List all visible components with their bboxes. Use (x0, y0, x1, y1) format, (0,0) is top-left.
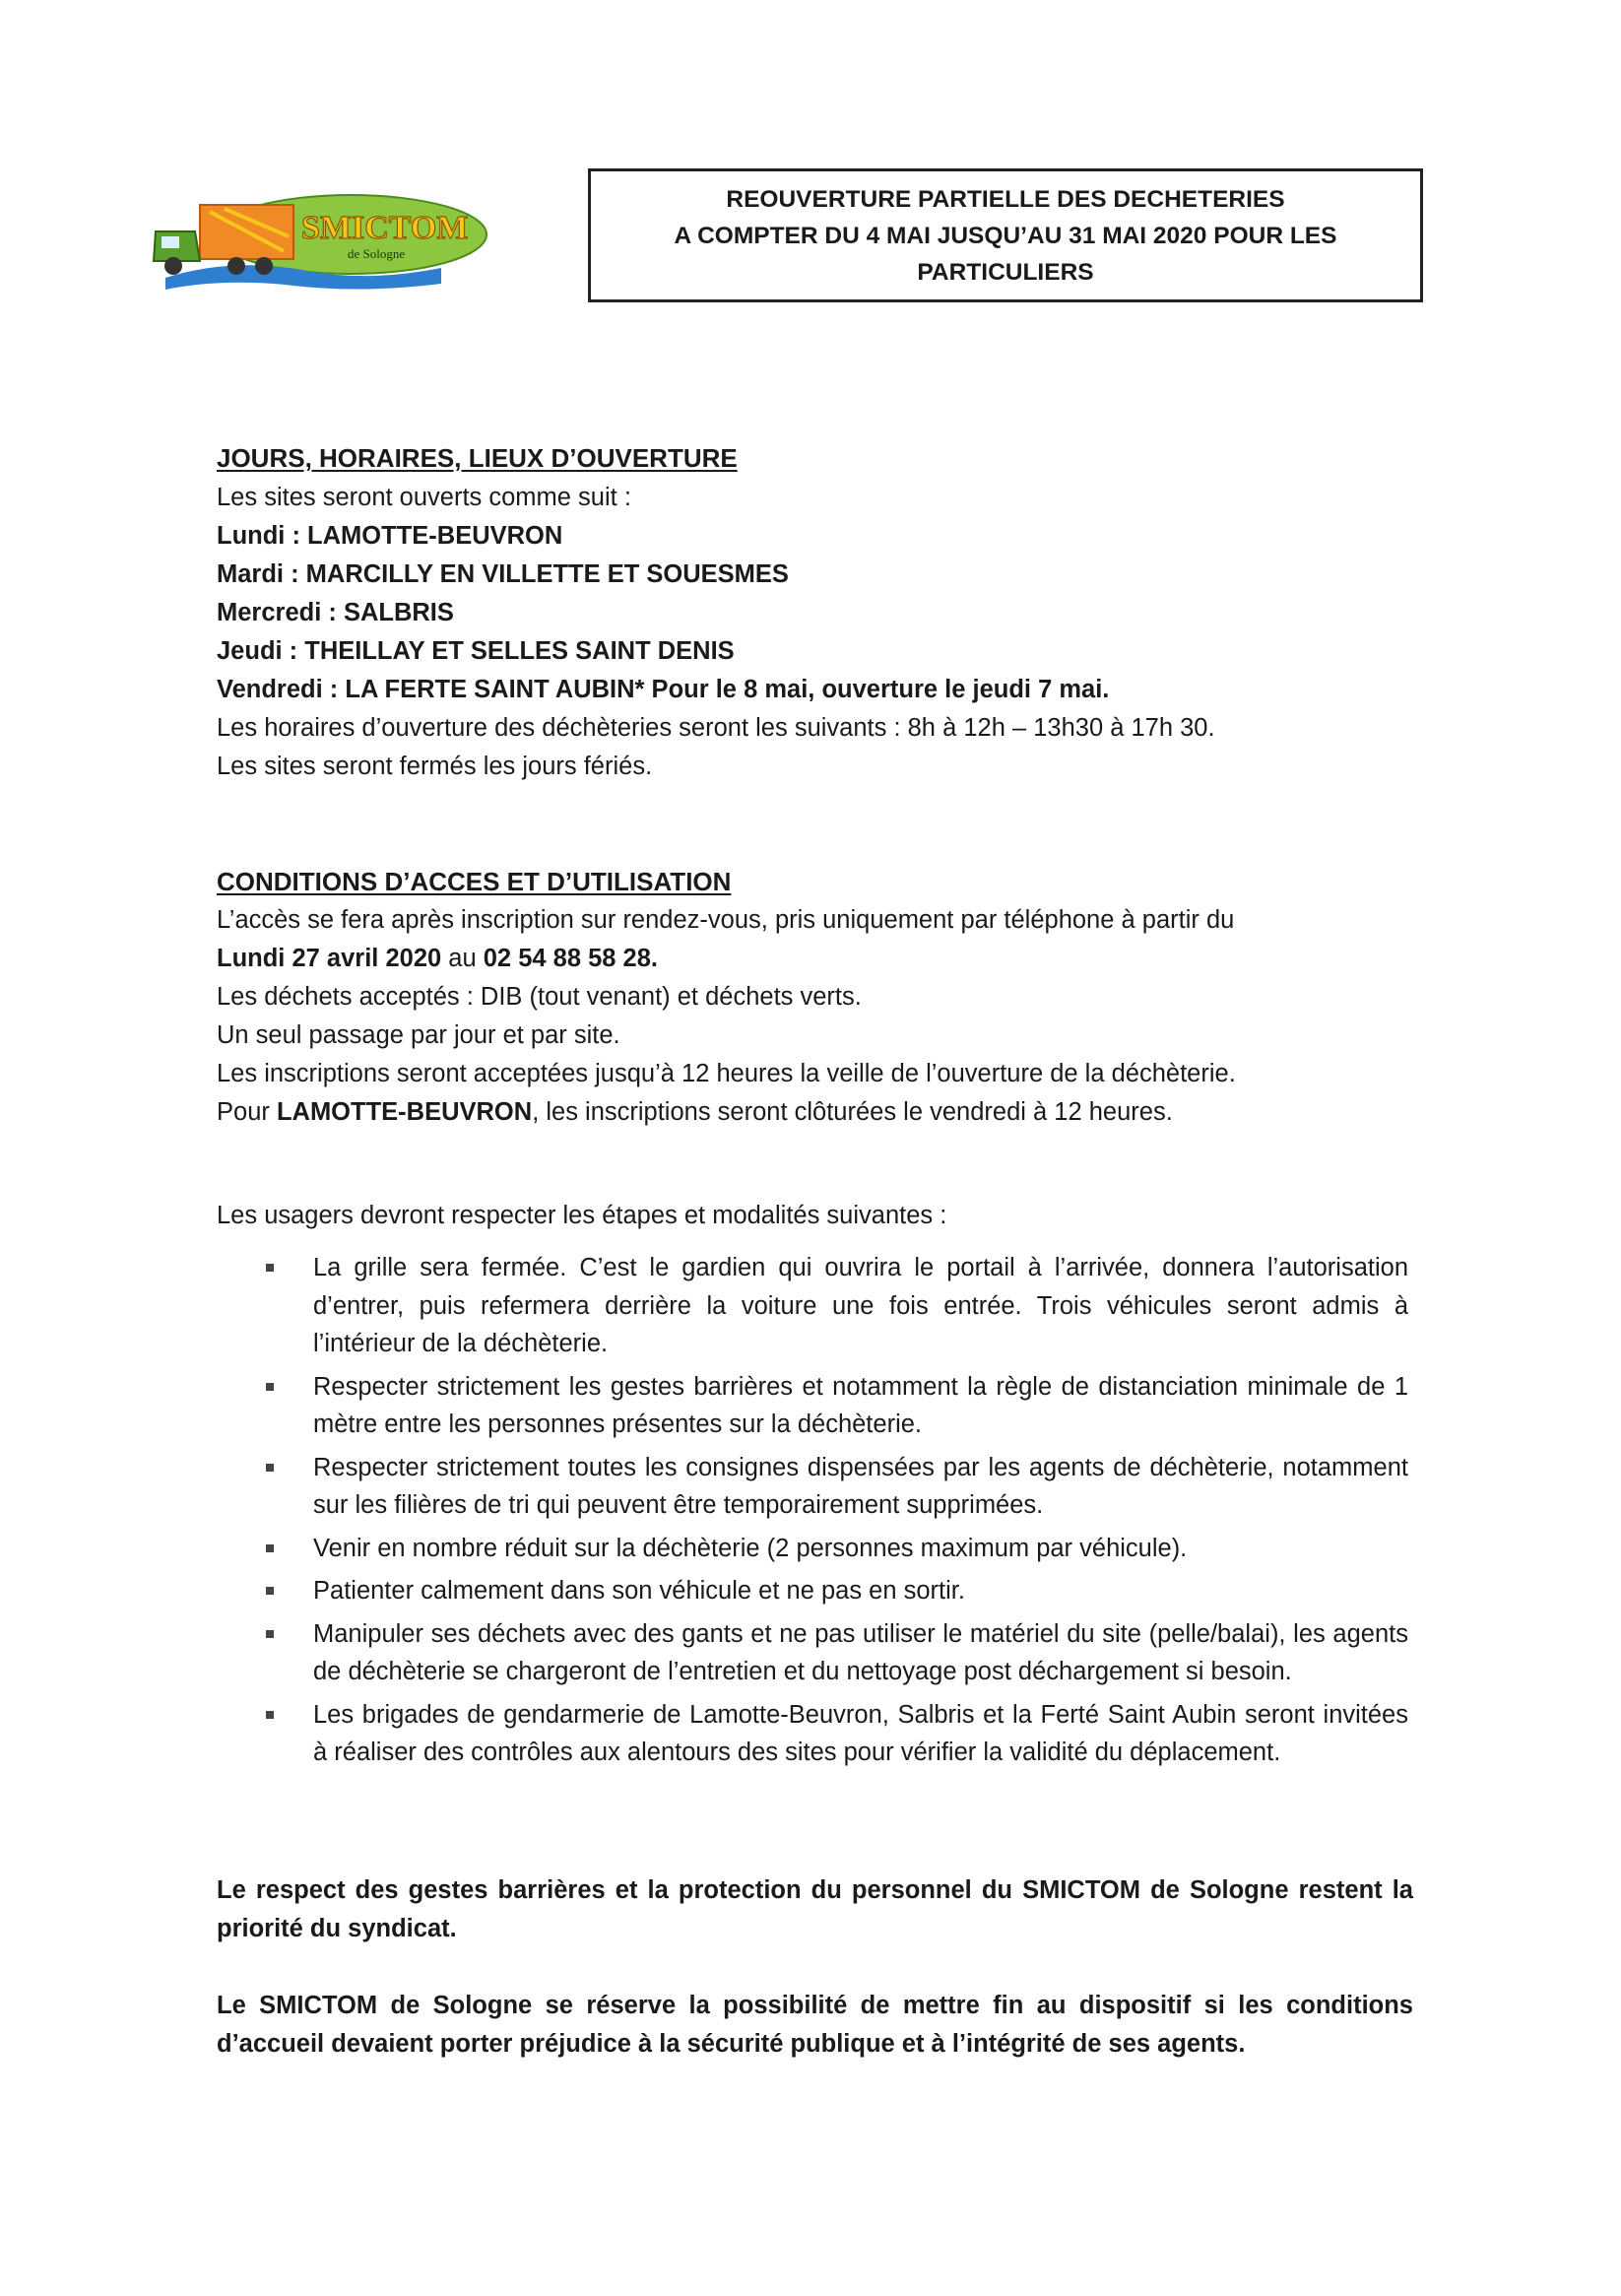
bullet-square-icon (266, 1383, 274, 1391)
smictom-logo (146, 187, 490, 295)
section-heading-opening: JOURS, HORAIRES, LIEUX D’OUVERTURE (217, 443, 738, 473)
booking-date: Lundi 27 avril 2020 (217, 945, 442, 972)
day-wednesday: Mercredi : SALBRIS (217, 599, 454, 626)
logo-subtitle: de Sologne (348, 246, 406, 261)
rule-text: Respecter strictement les gestes barrières et notamment la règle de distanciation minimale de 1 mètre entre les personnes présentes sur la déchèterie. (313, 1372, 1408, 1438)
rule-item (266, 1368, 1408, 1444)
rule-text: La grille sera fermée. C’est le gardien qui ouvrira le portail à l’arrivée, donnera l’autorisation d’entrer, puis refermera derrière la voiture une fois entrée. Trois véhicules seront admis à l’intérieur de la déchèterie. (313, 1254, 1408, 1357)
access-line-6-start: Pour (217, 1098, 277, 1126)
rule-text: Manipuler ses déchets avec des gants et ne pas utiliser le matériel du site (pelle/balai), les agents de déchèterie se chargeront de l’entretien et du nettoyage post déchargement si besoin. (313, 1619, 1408, 1685)
rule-text: Les brigades de gendarmerie de Lamotte-Beuvron, Salbris et la Ferté Saint Aubin seront invitées à réaliser des contrôles aux alentours des sites pour vérifier la validité du déplacement. (313, 1700, 1408, 1766)
day-monday: Lundi : LAMOTTE-BEUVRON (217, 522, 563, 550)
title-box (588, 168, 1423, 302)
rule-item (266, 1572, 1408, 1610)
phone-number: 02 54 88 58 28. (483, 945, 658, 972)
rule-text: Venir en nombre réduit sur la déchèterie (2 personnes maximum par véhicule). (313, 1534, 1188, 1562)
day-friday: Vendredi : LA FERTE SAINT AUBIN* Pour le 8 mai, ouverture le jeudi 7 mai. (217, 676, 1110, 703)
rule-item (266, 1615, 1408, 1691)
day-thursday: Jeudi : THEILLAY ET SELLES SAINT DENIS (217, 637, 735, 665)
rules-intro: Les usagers devront respecter les étapes et modalités suivantes : (217, 1202, 947, 1229)
bullet-square-icon (266, 1544, 274, 1552)
title-line-1: REOUVERTURE PARTIELLE DES DECHETERIES (726, 185, 1285, 213)
section-heading-access: CONDITIONS D’ACCES ET D’UTILISATION (217, 867, 732, 896)
rule-item (266, 1249, 1408, 1363)
rule-item (266, 1696, 1408, 1772)
bullet-square-icon (266, 1630, 274, 1638)
access-line-3: Les déchets acceptés : DIB (tout venant) et déchets verts. (217, 983, 862, 1011)
rule-item (266, 1530, 1408, 1568)
bullet-square-icon (266, 1464, 274, 1472)
rule-text: Patienter calmement dans son véhicule et ne pas en sortir. (313, 1577, 965, 1605)
access-line-6 (217, 1097, 1173, 1127)
closing-paragraph-1: Le respect des gestes barrières et la protection du personnel du SMICTOM de Sologne restent la priorité du syndicat. (217, 1876, 1413, 1942)
closed-holidays: Les sites seront fermés les jours fériés. (217, 753, 653, 780)
rule-item (266, 1449, 1408, 1525)
rule-text: Respecter strictement toutes les consignes dispensées par les agents de déchèterie, notamment sur les filières de tri qui peuvent être temporairement supprimées. (313, 1453, 1408, 1519)
logo-name: SMICTOM (301, 210, 469, 246)
access-line-2-mid: au (441, 945, 484, 972)
day-tuesday: Mardi : MARCILLY EN VILLETTE ET SOUESMES (217, 560, 789, 588)
rules-list (266, 1249, 1408, 1772)
bullet-square-icon (266, 1711, 274, 1719)
bullet-square-icon (266, 1264, 274, 1272)
access-line-6-end: , les inscriptions seront clôturées le vendredi à 12 heures. (532, 1098, 1173, 1126)
title-line-3: PARTICULIERS (917, 258, 1094, 286)
lamotte-beuvron: LAMOTTE-BEUVRON (276, 1098, 533, 1126)
closing-paragraph-2: Le SMICTOM de Sologne se réserve la possibilité de mettre fin au dispositif si les conditions d’accueil devaient porter préjudice à la sécurité publique et à l’intégrité de ses agents. (217, 1992, 1413, 2058)
opening-intro: Les sites seront ouverts comme suit : (217, 484, 631, 511)
access-line-2 (217, 944, 658, 973)
access-line-4: Un seul passage par jour et par site. (217, 1021, 620, 1049)
title-line-2: A COMPTER DU 4 MAI JUSQU’AU 31 MAI 2020 POUR LES (674, 222, 1337, 249)
opening-hours: Les horaires d’ouverture des déchèteries seront les suivants : 8h à 12h – 13h30 à 17h 30. (217, 714, 1215, 742)
bullet-square-icon (266, 1587, 274, 1595)
access-line-5: Les inscriptions seront acceptées jusqu’à 12 heures la veille de l’ouverture de la déchèterie. (217, 1060, 1236, 1087)
access-line-1: L’accès se fera après inscription sur rendez-vous, pris uniquement par téléphone à partir du (217, 906, 1235, 934)
